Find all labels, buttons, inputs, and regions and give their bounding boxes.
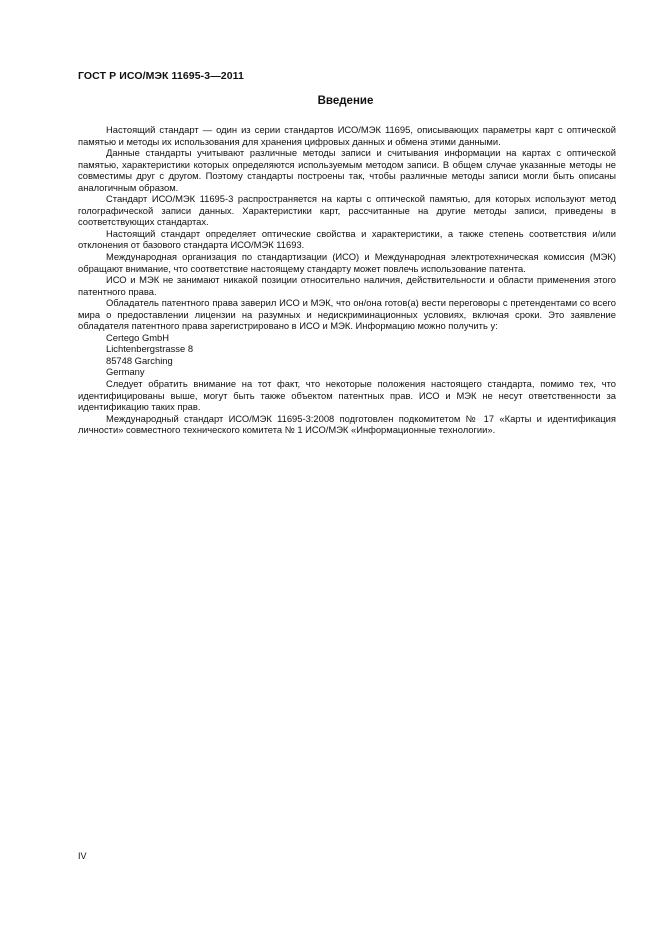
section-title: Введение — [317, 95, 374, 107]
paragraph: Следует обратить внимание на тот факт, что некоторые положения настоящего стандарта, помимо тех, что идентифицированы выше, могут быть также объектом патентных прав. ИСО и МЭК не несут ответственности за идентификацию таких прав. — [78, 378, 616, 413]
address-line: Germany — [106, 366, 145, 378]
address-line: 85748 Garching — [106, 354, 173, 366]
document-header: ГОСТ Р ИСО/МЭК 11695-3—2011 — [78, 70, 244, 82]
page-number: IV — [78, 851, 87, 861]
paragraph: Обладатель патентного права заверил ИСО и МЭК, что он/она готов(а) вести переговоры с претендентами со всего мира о предоставлении лицензии на разумных и недискриминационных условиях, включая сроки. Это заявление обладателя патентного права зарегистрировано в ИСО и МЭК. Информацию можно получить у: — [78, 297, 616, 332]
paragraph: Настоящий стандарт — один из серии стандартов ИСО/МЭК 11695, описывающих параметры карт с оптической памятью и методы их использования для хранения цифровых данных и обмена этими данными. — [78, 124, 616, 147]
body-text — [78, 124, 616, 436]
paragraph: ИСО и МЭК не занимают никакой позиции относительно наличия, действительности и области применения этого патентного права. — [78, 274, 616, 297]
paragraph: Настоящий стандарт определяет оптические свойства и характеристики, а также степень соответствия и/или отклонения от базового стандарта ИСО/МЭК 11693. — [78, 227, 616, 251]
address-line: Lichtenbergstrasse 8 — [106, 343, 194, 355]
paragraph: Международная организация по стандартизации (ИСО) и Международная электротехническая комиссия (МЭК) обращают внимание, что соответствие настоящему стандарту может повлечь использование патента. — [78, 251, 616, 274]
paragraph: Стандарт ИСО/МЭК 11695-3 распространяется на карты с оптической памятью, для которых используют метод голографической записи данных. Характеристики карт, рассчитанные на другие методы записи, приведены в соответствующих стандартах. — [78, 193, 616, 228]
paragraph: Международный стандарт ИСО/МЭК 11695-3:2008 подготовлен подкомитетом № 17 «Карты и идентификация личности» совместного технического комитета № 1 ИСО/МЭК «Информационные технологии». — [78, 412, 616, 436]
address-line: Certego GmbH — [106, 331, 170, 343]
paragraph: Данные стандарты учитывают различные методы записи и считывания информации на картах с оптической памятью, характеристики которых определяются используемым методом записи. В общем случае указанные методы не совместимы друг с другом. Поэтому стандарты построены так, чтобы различные методы записи могли быть описаны аналогичным образом. — [78, 147, 616, 193]
